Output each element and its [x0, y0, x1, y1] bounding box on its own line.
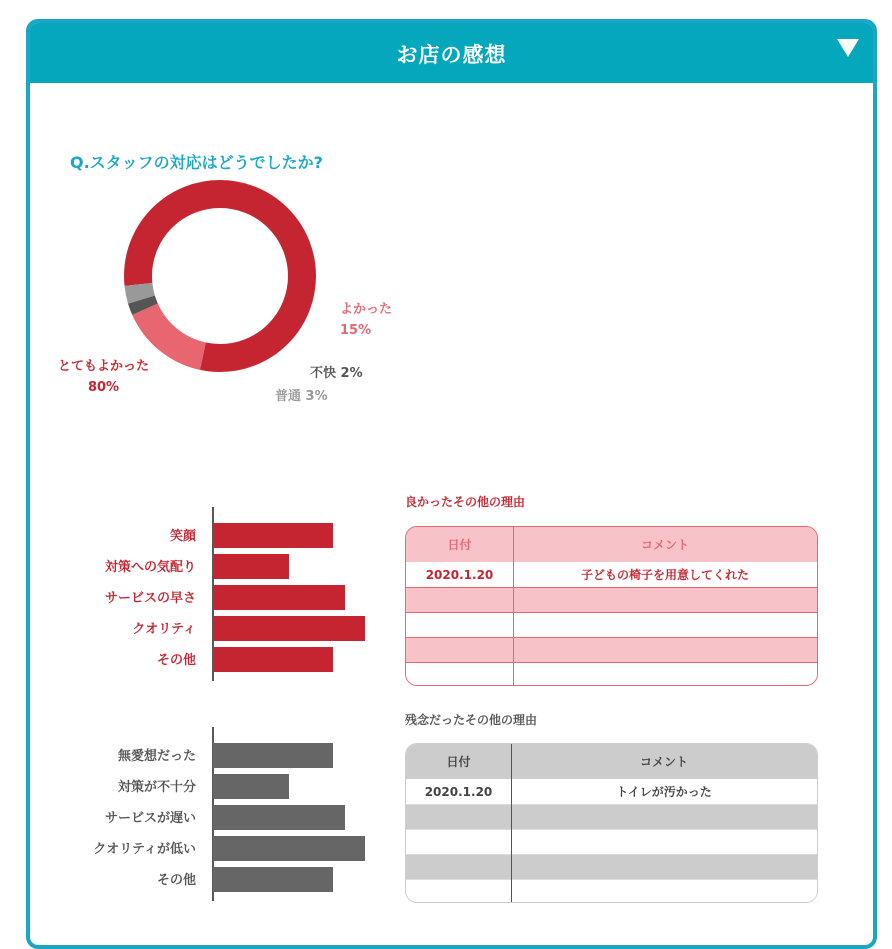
- bad-bar-chart: [60, 725, 380, 905]
- panel-title: お店の感想: [396, 43, 507, 67]
- table-cell-date: [406, 880, 511, 903]
- donut-label-normal: [275, 385, 328, 404]
- bar-label-3: クオリティが低い: [93, 842, 196, 857]
- table-cell-comment: [513, 638, 817, 663]
- bar-3: [213, 836, 365, 861]
- table-row: [406, 854, 817, 880]
- question-title: Q.スタッフの対応はどうでしたか?: [70, 153, 323, 172]
- donut-label-normal-name: 普通: [275, 389, 302, 404]
- bar-label-0: 無愛想だった: [117, 749, 196, 764]
- bad-reasons-title: 残念だったその他の理由: [405, 713, 538, 727]
- table-cell-date: [406, 613, 513, 638]
- panel-header[interactable]: [30, 23, 873, 83]
- bar-4: [213, 867, 333, 892]
- bar-1: [213, 774, 289, 799]
- table-divider: [511, 744, 512, 902]
- table-cell-comment: [511, 855, 817, 880]
- donut-label-good: [340, 298, 392, 338]
- bar-0: [213, 743, 333, 768]
- table-header-row: [406, 744, 817, 779]
- donut-label-very-good-name: とてもよかった: [58, 359, 150, 374]
- table-row: [406, 779, 817, 804]
- table-row: [406, 662, 817, 686]
- table-divider: [513, 527, 514, 685]
- table-cell-comment: トイレが汚かった: [616, 785, 712, 799]
- bar-3: [213, 616, 365, 641]
- table-cell-comment: [513, 613, 817, 638]
- table-cell-comment: [511, 880, 817, 903]
- table-row: [406, 612, 817, 638]
- bad-reasons-table: [405, 743, 818, 903]
- donut-label-normal-pct: 3%: [305, 389, 328, 404]
- table-cell-date: [406, 805, 511, 830]
- table-cell-comment: [513, 588, 817, 613]
- table-row: [406, 562, 817, 587]
- table-cell-date: 2020.1.20: [425, 567, 494, 582]
- table-cell-comment: [511, 805, 817, 830]
- donut-label-unpleasant: [310, 362, 363, 381]
- table-header-date: 日付: [447, 538, 472, 552]
- table-row: [406, 804, 817, 830]
- table-header-date: 日付: [446, 755, 471, 769]
- donut-label-unpleasant-pct: 2%: [340, 366, 363, 381]
- table-cell-date: [406, 638, 513, 663]
- bar-label-2: サービスの早さ: [104, 591, 196, 606]
- table-row: [406, 829, 817, 855]
- good-bar-chart: [60, 505, 380, 685]
- table-header-comment: コメント: [639, 755, 688, 769]
- table-cell-comment: [513, 663, 817, 686]
- table-row: [406, 637, 817, 663]
- bar-1: [213, 554, 289, 579]
- bar-2: [213, 585, 345, 610]
- donut-label-unpleasant-name: 不快: [310, 366, 337, 381]
- bar-label-4: その他: [156, 873, 196, 888]
- bar-label-4: その他: [156, 653, 196, 668]
- table-cell-date: [406, 830, 511, 855]
- table-cell-comment: 子どもの椅子を用意してくれた: [580, 568, 749, 582]
- good-reasons-title: 良かったその他の理由: [405, 495, 526, 509]
- bar-label-3: クオリティ: [132, 622, 196, 637]
- donut-chart: [120, 180, 320, 380]
- table-cell-comment: [511, 830, 817, 855]
- bar-label-1: 対策への気配り: [104, 560, 196, 575]
- table-row: [406, 587, 817, 613]
- bar-label-1: 対策が不十分: [117, 780, 196, 795]
- table-cell-date: [406, 588, 513, 613]
- bar-2: [213, 805, 345, 830]
- table-cell-date: [406, 855, 511, 880]
- donut-label-very-good-pct: 80%: [87, 380, 120, 395]
- donut-label-good-pct: 15%: [340, 323, 372, 338]
- table-cell-date: 2020.1.20: [424, 784, 493, 799]
- good-reasons-table: [405, 526, 818, 686]
- bar-0: [213, 523, 333, 548]
- bar-label-0: 笑顔: [169, 529, 196, 544]
- donut-label-very-good: [58, 355, 149, 395]
- donut-label-good-name: よかった: [340, 302, 393, 317]
- table-cell-date: [406, 663, 513, 686]
- bar-4: [213, 647, 333, 672]
- table-header-row: [406, 527, 817, 562]
- bar-label-2: サービスが遅い: [104, 811, 196, 826]
- table-header-comment: コメント: [640, 538, 689, 552]
- table-row: [406, 879, 817, 903]
- collapse-triangle-icon[interactable]: [837, 39, 859, 57]
